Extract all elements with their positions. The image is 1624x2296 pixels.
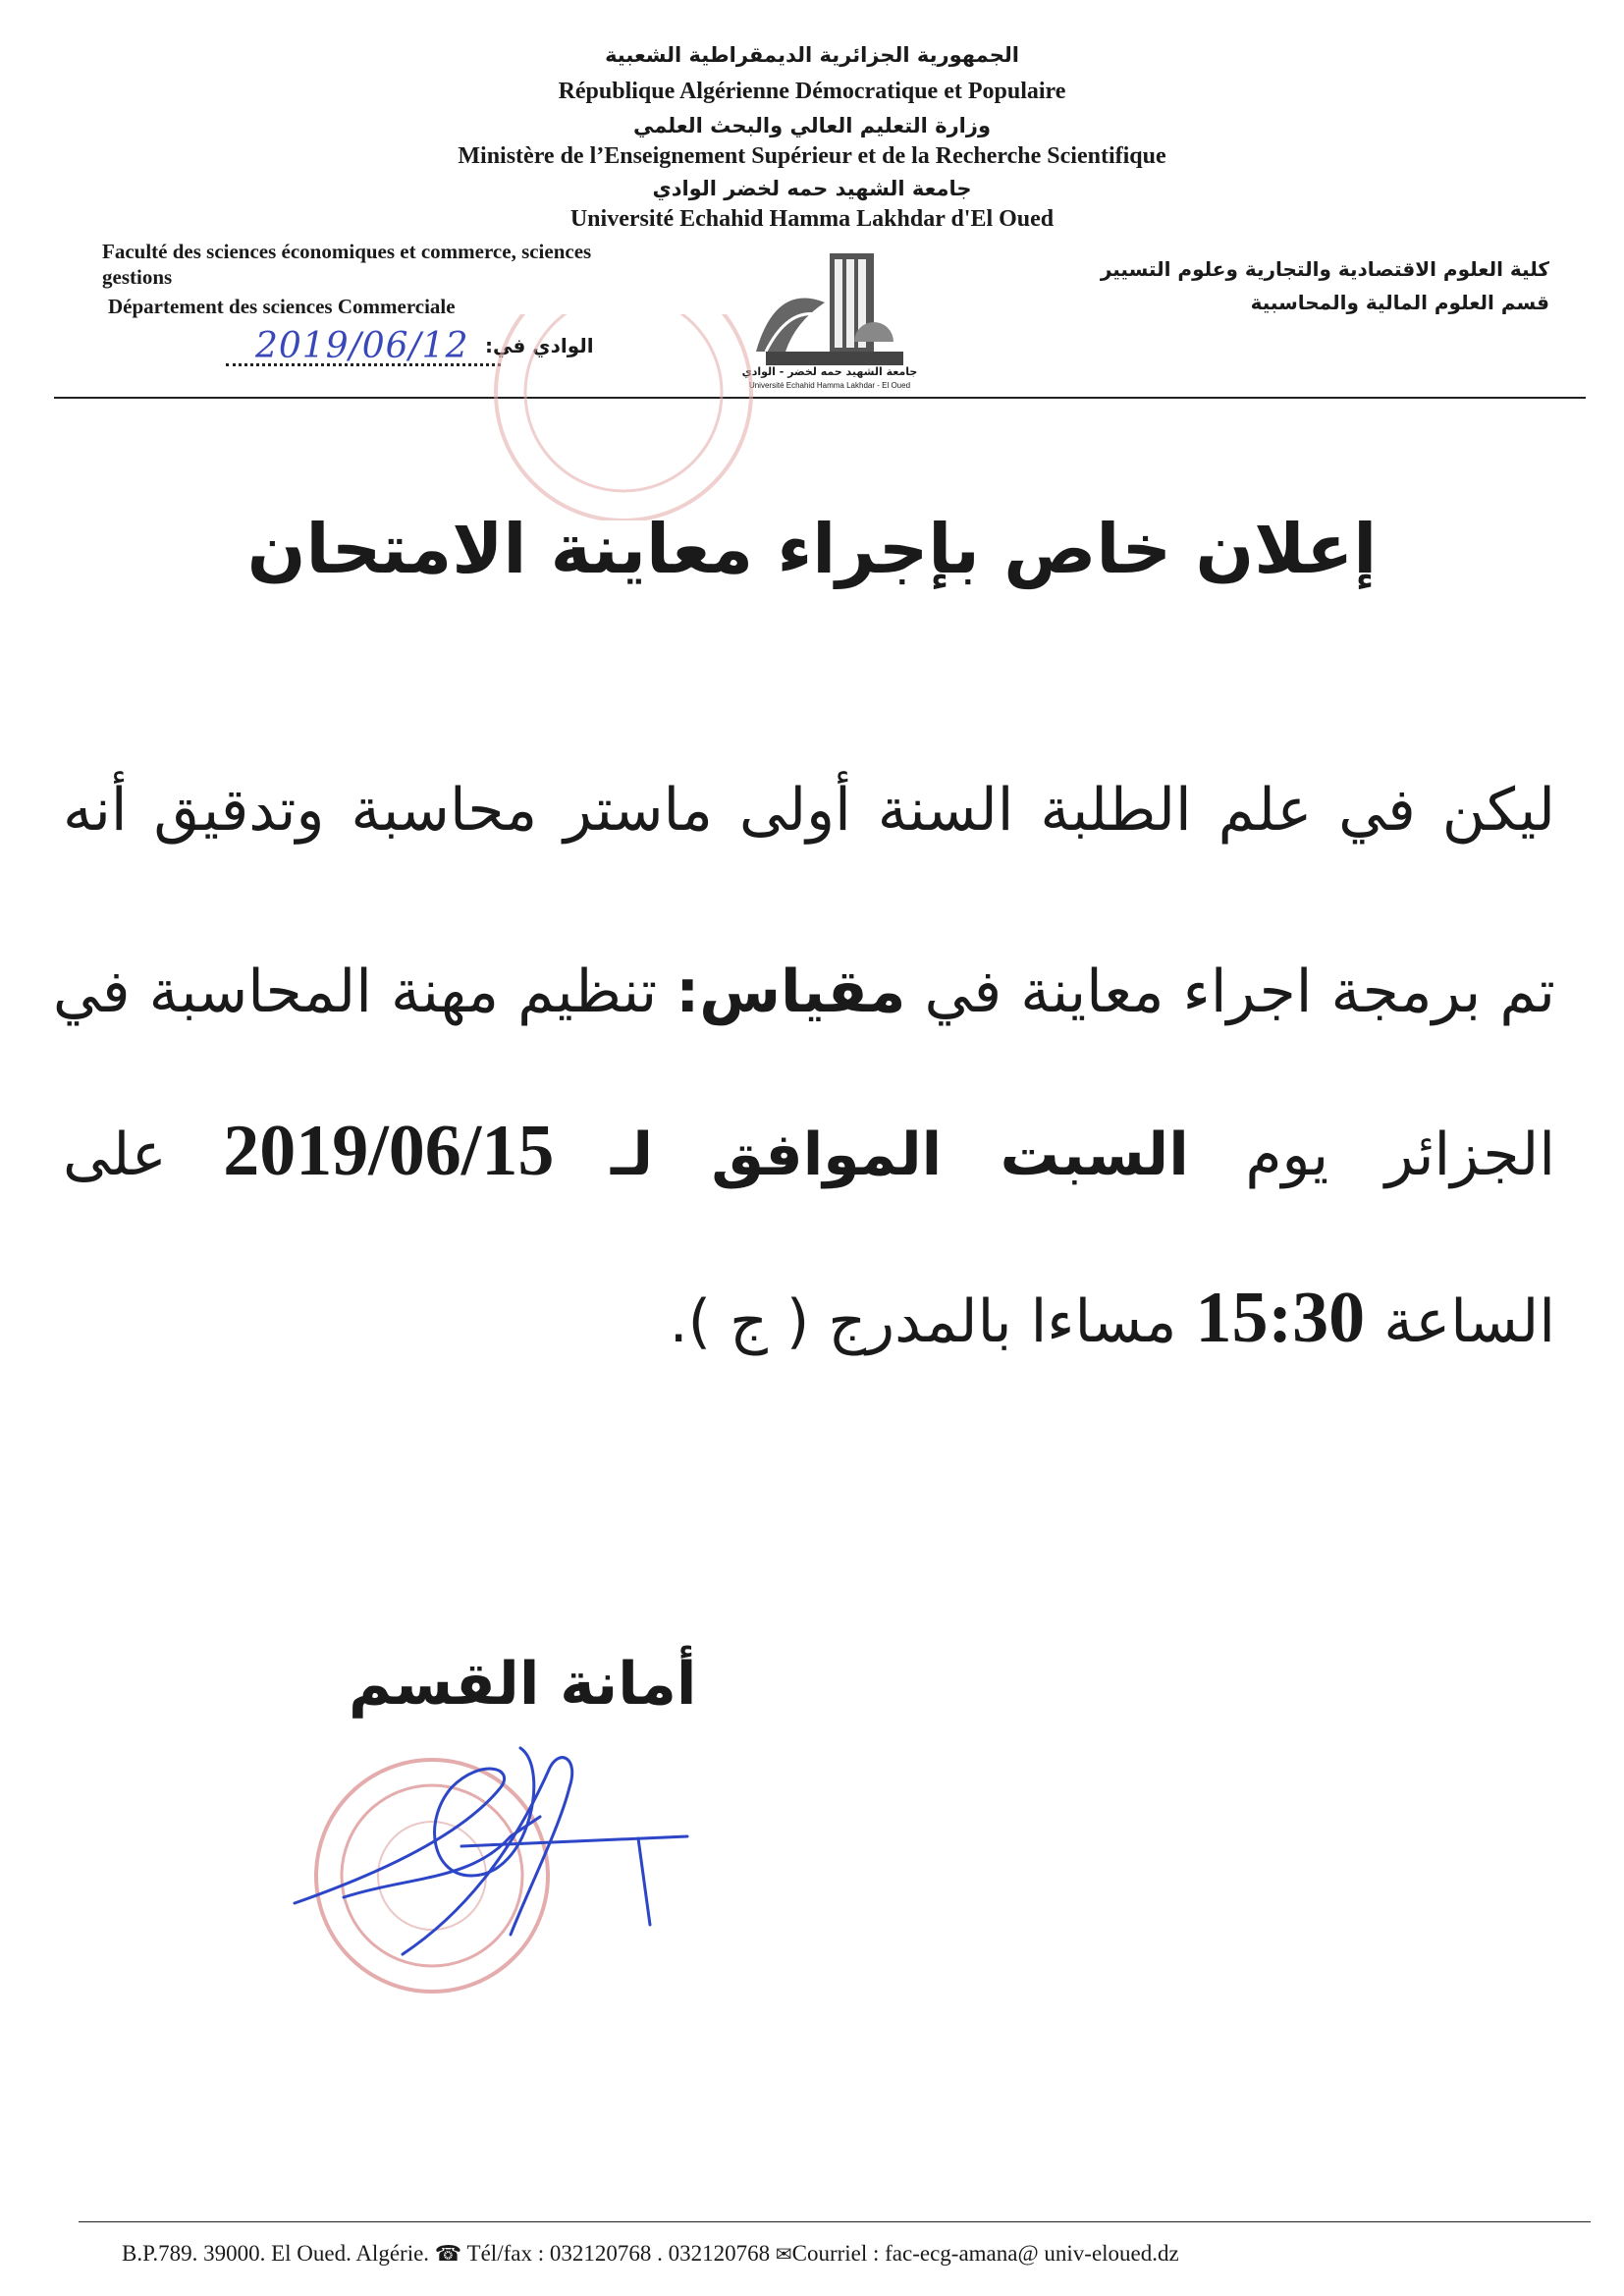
body-line-1 — [63, 776, 1555, 845]
faculty-fr-line2: gestions — [102, 265, 173, 289]
header-country-fr: République Algérienne Démocratique et Populaire — [558, 79, 1066, 104]
body-line-4 — [63, 1277, 1555, 1360]
handwritten-signature — [295, 1748, 687, 1954]
faculty-fr-line1: Faculté des sciences économiques et commerce, sciences — [102, 240, 592, 263]
logo-caption-ar: جامعة الشهيد حمه لخضر - الوادي — [741, 365, 918, 378]
body-line-2-end: تنظيم مهنة المحاسبة في — [52, 957, 677, 1026]
footer-rule — [79, 2221, 1591, 2222]
header-rule — [54, 397, 1586, 399]
department-stamp-top — [486, 314, 761, 520]
header-country-ar: الجمهورية الجزائرية الديمقراطية الشعبية — [605, 43, 1019, 67]
footer-phone: Tél/fax : 032120768 . 032120768 — [466, 2241, 771, 2266]
logo-caption-fr: Université Echahid Hamma Lakhdar - El Oued — [748, 381, 911, 390]
header-university-fr: Université Echahid Hamma Lakhdar d'El Oued — [569, 206, 1055, 232]
body-line-3-bold: السبت الموافق لـ — [610, 1121, 1189, 1189]
header-ministry-ar: وزارة التعليم العالي والبحث العلمي — [632, 114, 992, 137]
body-line-3 — [63, 1110, 1555, 1193]
header-ministry-fr: Ministère de l’Enseignement Supérieur et de la Recherche Scientifique — [458, 143, 1166, 169]
footer-address: B.P.789. 39000. El Oued. Algérie. — [122, 2241, 430, 2266]
date-handwritten: 2019/06/12 — [255, 326, 469, 366]
university-logo — [736, 244, 923, 401]
exam-date: 2019/06/15 — [223, 1111, 555, 1191]
body-line-4-end: مساءا بالمدرج ( ج ). — [669, 1287, 1196, 1356]
date-label: الوادي في: — [485, 334, 594, 357]
faculty-ar: كلية العلوم الاقتصادية والتجارية وعلوم التسيير — [1100, 257, 1549, 281]
body-line-3-end: على — [63, 1121, 224, 1189]
body-line-2-start: تم برمجة اجراء معاينة في — [905, 957, 1555, 1026]
footer-email: Courriel : fac-ecg-amana@ univ-eloued.dz — [791, 2241, 1179, 2266]
body-line-2 — [52, 957, 1555, 1026]
signature-and-stamp — [285, 1728, 736, 2043]
department-ar: قسم العلوم المالية والمحاسبية — [1250, 291, 1549, 314]
body-line-3-start: الجزائر يوم — [1188, 1121, 1555, 1189]
department-fr: Département des sciences Commerciale — [108, 295, 456, 318]
body-line-2-bold: مقياس: — [676, 957, 906, 1026]
mail-icon: ✉ — [775, 2244, 792, 2266]
footer — [122, 2241, 1179, 2267]
signature-title: أمانة القسم — [349, 1650, 697, 1719]
phone-icon: ☎ — [434, 2241, 462, 2266]
announcement-title: إعلان خاص بإجراء معاينة الامتحان — [246, 509, 1378, 589]
body-line-1-text: ليكن في علم الطلبة السنة أولى ماستر محاسبة وتدقيق أنه — [63, 776, 1555, 845]
exam-time: 15:30 — [1195, 1278, 1366, 1358]
body-line-4-start: الساعة — [1365, 1287, 1555, 1356]
header-university-ar: جامعة الشهيد حمه لخضر الوادي — [652, 177, 972, 200]
